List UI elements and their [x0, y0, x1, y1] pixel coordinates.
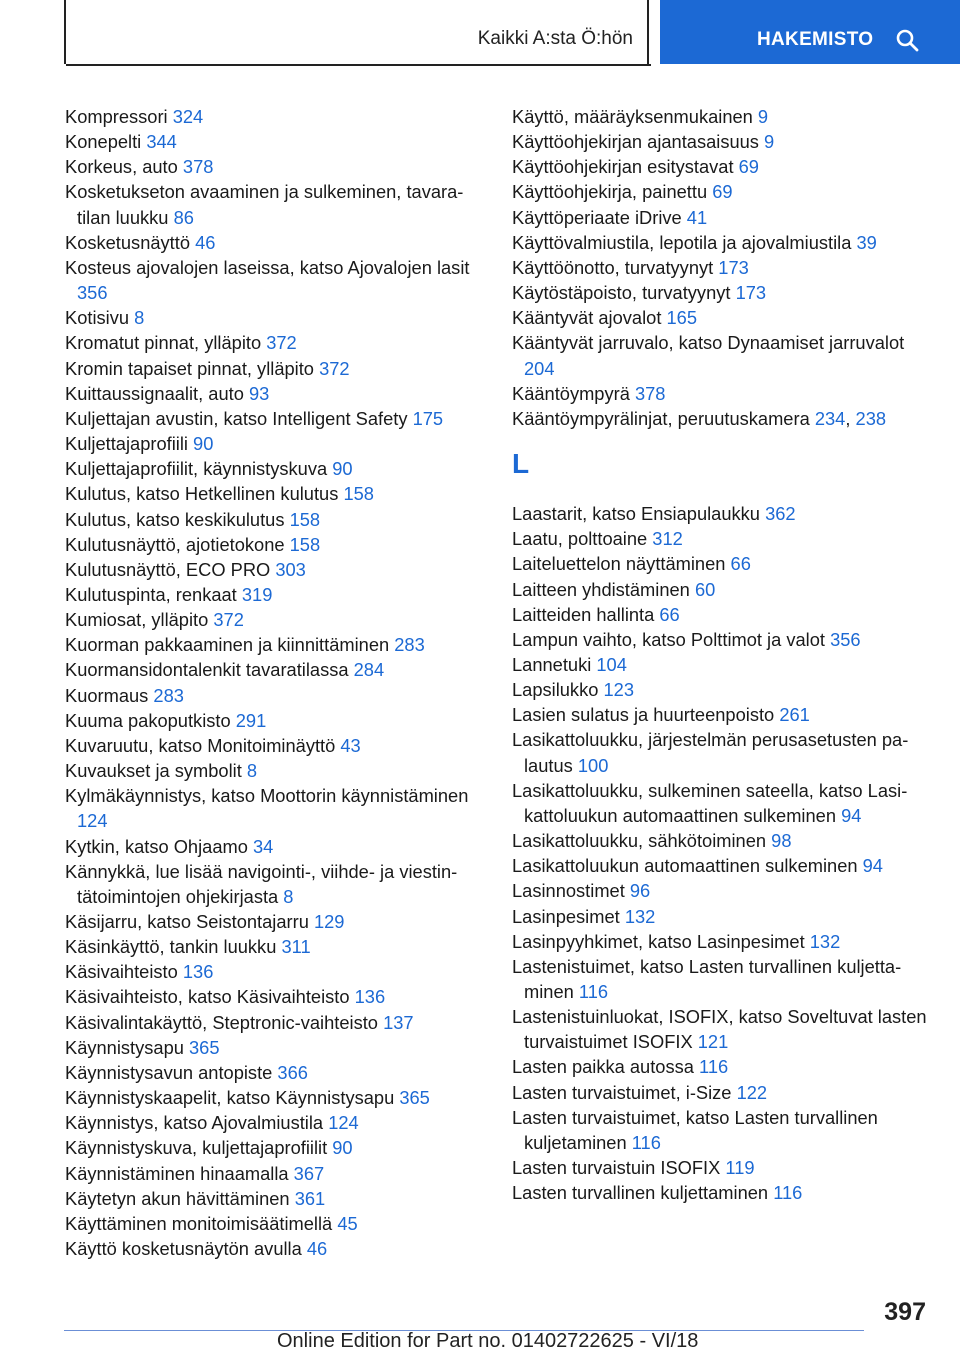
index-entry [512, 104, 932, 129]
page-link[interactable]: 90 [332, 1137, 353, 1159]
index-entry-text: Lannetuki [512, 653, 592, 675]
index-entry-text: Käynnistysapu [65, 1036, 184, 1058]
index-entry-text: Lasinpyyhkimet, katso Lasinpesimet [512, 930, 805, 952]
index-entry [65, 456, 485, 481]
page-link[interactable]: 261 [779, 704, 810, 726]
index-entry-text: Käynnistys, katso Ajovalmiustila [65, 1112, 324, 1134]
page-link[interactable]: 123 [603, 679, 634, 701]
page-link[interactable]: 8 [246, 760, 258, 782]
index-entry [512, 1180, 932, 1205]
index-entry-text: Käsijarru, katso Seistontajarru [65, 911, 309, 932]
footer-text: Online Edition for Part no. 01402722625 - VI/18 [277, 1330, 699, 1352]
index-entry [65, 607, 485, 632]
index-entry-text: Käyttöohjekirjan ajantasaisuus [512, 131, 759, 153]
page-link[interactable]: 94 [841, 804, 862, 826]
index-entry [65, 934, 485, 959]
index-entry [65, 758, 485, 783]
index-entry [65, 381, 485, 406]
index-entry-text: Käsivaihteisto [65, 961, 178, 983]
index-entry [65, 708, 485, 733]
index-entry [65, 1236, 485, 1261]
index-entry [512, 954, 932, 1004]
index-button-label: HAKEMISTO [757, 29, 874, 50]
index-entry-text: Lasien sulatus ja huurteenpoisto [512, 704, 775, 726]
index-entry [65, 683, 485, 708]
page-link[interactable]: 204 [524, 357, 555, 379]
index-entry-text: Kulutusnäyttö, ECO PRO [65, 558, 271, 580]
page-link[interactable]: 121 [697, 1031, 729, 1053]
page-link[interactable]: 283 [394, 634, 425, 656]
page-link[interactable]: 366 [277, 1061, 308, 1083]
index-entry [65, 557, 485, 582]
index-entry-text: Lastenistuinluokat, ISOFIX, katso Soveltuvat lasten turvaistuimet ISOFIX [512, 1006, 927, 1053]
index-entry [65, 356, 485, 381]
page-link[interactable]: 66 [730, 553, 751, 575]
index-entry-text: Lasten paikka autossa [512, 1056, 694, 1078]
page-link[interactable]: 173 [718, 256, 749, 278]
page-link[interactable]: 238 [855, 407, 887, 429]
index-list-k [512, 104, 932, 431]
index-entry [512, 702, 932, 727]
index-entry-text: Lasten turvaistuimet, katso Lasten turvallinen kuljetaminen [512, 1106, 878, 1153]
index-entry [65, 255, 485, 305]
page-link[interactable]: 311 [281, 936, 311, 958]
index-entry-text: Kuormaus [65, 684, 149, 706]
index-entry-text: Laitteiden hallinta [512, 603, 655, 625]
index-entry [512, 1054, 932, 1079]
index-entry-text: Käynnistysavun antopiste [65, 1061, 273, 1083]
index-entry-text: Kylmäkäynnistys, katso Moottorin käynnistäminen [65, 785, 469, 807]
index-entry [512, 305, 932, 330]
index-entry-text: Kuormansidontalenkit tavaratilassa [65, 659, 349, 681]
index-entry [512, 129, 932, 154]
index-entry [65, 406, 485, 431]
search-icon [895, 28, 919, 52]
index-entry [65, 104, 485, 129]
index-entry: Kääntöympyrälinjat, peruutuskamera 234, 238 [512, 407, 887, 429]
index-entry-text: Käyttöohjekirjan esitystavat [512, 156, 734, 178]
index-entry-text: Käytetyn akun hävittäminen [65, 1187, 290, 1209]
index-entry-text: Käynnistyskaapelit, katso Käynnistysapu [65, 1087, 395, 1109]
index-entry [65, 783, 485, 833]
page-link[interactable]: 303 [275, 558, 306, 580]
page-link[interactable]: 344 [146, 131, 177, 153]
index-entry-text: Käynnistyskuva, kuljettajaprofiilit [65, 1137, 328, 1159]
page-link[interactable]: 116 [699, 1056, 729, 1078]
index-entry-text: Lasinnostimet [512, 880, 625, 902]
index-entry [512, 577, 932, 602]
page-link[interactable]: 132 [624, 905, 656, 927]
index-entry-text: Käsivaihteisto, katso Käsivaihteisto [65, 986, 350, 1008]
index-entry-text: Käsivalintakäyttö, Steptronic-vaihteisto [65, 1011, 378, 1033]
index-entry-text: Käytöstäpoisto, turvatyynyt [512, 282, 731, 304]
page-link[interactable]: 122 [736, 1081, 768, 1103]
index-entry-text: Lapsilukko [512, 679, 599, 701]
index-entry [65, 984, 485, 1009]
index-entry-text: Kääntyvät ajovalot [512, 307, 662, 329]
page-link[interactable]: 104 [596, 653, 627, 675]
page-link[interactable]: 234 [814, 407, 846, 429]
page-link[interactable]: 319 [241, 583, 273, 605]
page-link[interactable]: 132 [809, 930, 841, 952]
index-entry [512, 205, 932, 230]
index-entry-text: Lasten turvaistuimet, i-Size [512, 1081, 732, 1103]
index-entry-text: Kromatut pinnat, ylläpito [65, 332, 262, 354]
index-entry [65, 1135, 485, 1160]
index-entry-text: Kromin tapaiset pinnat, ylläpito [65, 357, 314, 379]
index-entry-text: Kosteus ajovalojen laseissa, katso Ajovalojen lasit [65, 256, 470, 278]
index-entry-text: Käyttöperiaate iDrive [512, 206, 682, 228]
page-link[interactable]: 8 [134, 307, 145, 329]
index-entry [512, 381, 932, 406]
page-link[interactable]: 356 [77, 282, 108, 304]
index-entry [512, 828, 932, 853]
page-link[interactable]: 158 [289, 533, 321, 555]
index-entry [512, 929, 932, 954]
page-link[interactable]: 98 [771, 830, 792, 852]
index-entry-text: Käyttöönotto, turvatyynyt [512, 256, 714, 278]
index-entry-text: Lasikattoluukun automaattinen sulkeminen [512, 855, 858, 877]
page-link[interactable]: 69 [712, 181, 733, 203]
page-link[interactable]: 96 [629, 880, 651, 902]
index-entry-text: Lastenistuimet, katso Lasten turvallinen kuljettaminen [512, 955, 902, 1002]
page-link[interactable]: 372 [213, 609, 244, 631]
page-link[interactable]: 124 [77, 810, 108, 832]
index-entry [512, 526, 932, 551]
page-link[interactable]: 116 [578, 981, 609, 1002]
index-entry-text: Käyttäminen monitoimisäätimellä [65, 1212, 333, 1234]
index-entry-text: Käyttö kosketusnäytön avulla [65, 1238, 302, 1260]
index-entry [65, 1060, 485, 1085]
page-link[interactable]: 46 [306, 1238, 328, 1260]
page-link[interactable]: 367 [293, 1162, 325, 1184]
index-entry-text: Konepelti [65, 131, 142, 153]
index-entry [65, 129, 485, 154]
index-entry-text: Kääntyvät jarruvalo, katso Dynaamiset jarruvalot [512, 332, 905, 354]
index-entry [65, 330, 485, 355]
index-entry [65, 1211, 485, 1236]
page-link[interactable]: 291 [235, 709, 267, 731]
page-link[interactable]: 86 [173, 206, 194, 228]
index-entry [512, 1004, 932, 1054]
index-entry [65, 909, 485, 934]
index-entry [512, 1105, 932, 1155]
page-link[interactable]: 66 [659, 603, 680, 625]
page-link[interactable]: 69 [738, 156, 759, 178]
index-column-left [65, 104, 485, 1261]
page-link[interactable]: 378 [634, 382, 666, 404]
index-entry [65, 230, 485, 255]
index-entry-text: Kosketukseton avaaminen ja sulkeminen, tavaratilan luukku [65, 181, 464, 228]
index-entry-text: Käyttöohjekirja, painettu [512, 181, 708, 203]
index-entry-text: Kuljettajaprofiilit, käynnistyskuva [65, 458, 328, 480]
page-link[interactable]: 116 [631, 1131, 661, 1153]
page-link[interactable]: 362 [765, 503, 796, 525]
index-entry-text: Kuvaukset ja symbolit [65, 760, 242, 782]
index-entry [512, 853, 932, 878]
page-link[interactable]: 372 [266, 332, 297, 354]
page-link[interactable]: 165 [666, 307, 698, 329]
page-link[interactable]: 361 [294, 1187, 326, 1209]
index-entry-text: Kosketusnäyttö [65, 231, 190, 253]
page-link[interactable]: 136 [354, 986, 386, 1008]
index-entry-text: Kumiosat, ylläpito [65, 609, 209, 631]
index-entry [512, 677, 932, 702]
page-link[interactable]: 41 [686, 206, 708, 228]
page-link[interactable]: 283 [153, 684, 184, 706]
page-link[interactable]: 90 [193, 433, 214, 455]
page-number: 397 [884, 1298, 926, 1326]
index-entry [512, 255, 932, 280]
page-link[interactable]: 136 [182, 961, 214, 983]
index-entry [65, 834, 485, 859]
index-entry [512, 602, 932, 627]
index-entry [512, 179, 932, 204]
page-link[interactable]: 124 [328, 1112, 359, 1134]
page-link[interactable]: 90 [332, 458, 353, 480]
index-entry [512, 280, 932, 305]
index-entry [65, 507, 485, 532]
index-entry [512, 330, 932, 380]
index-entry-text: Kulutus, katso keskikulutus [65, 508, 285, 530]
index-entry [512, 904, 932, 929]
index-entry-text: Lasikattoluukku, järjestelmän perusasetusten palautus [512, 729, 909, 776]
header-divider [66, 64, 651, 66]
index-entry-text: Korkeus, auto [65, 156, 178, 178]
index-entry-text: Laitteen yhdistäminen [512, 578, 690, 600]
page-link[interactable]: 45 [337, 1212, 358, 1234]
index-entry-text: Laatu, polttoaine [512, 528, 648, 550]
index-entry [65, 431, 485, 456]
page-link[interactable]: 356 [830, 628, 861, 650]
index-entry [512, 551, 932, 576]
index-entry-text: Lasikattoluukku, sähkötoiminen [512, 830, 767, 852]
page-link[interactable]: 137 [383, 1011, 414, 1033]
index-entry-text: Lasikattoluukku, sulkeminen sateella, katso Lasikattoluukun automaattinen sulkeminen [512, 779, 908, 826]
index-entry [65, 1035, 485, 1060]
index-entry [65, 959, 485, 984]
index-entry [512, 727, 932, 777]
index-button[interactable] [660, 0, 960, 64]
index-entry-text: Kuuma pakoputkisto [65, 709, 231, 731]
index-entry [512, 154, 932, 179]
page-link[interactable]: 158 [343, 483, 374, 505]
index-list-l [512, 501, 932, 1205]
index-entry [65, 733, 485, 758]
index-entry [65, 632, 485, 657]
page-link[interactable]: 173 [735, 282, 767, 304]
page-link[interactable]: 9 [757, 106, 769, 127]
page-link[interactable]: 372 [319, 357, 350, 379]
index-entry-text: Kulutus, katso Hetkellinen kulutus [65, 483, 339, 505]
index-entry [512, 652, 932, 677]
index-entry [65, 1161, 485, 1186]
index-entry-text: Lasinpesimet [512, 905, 620, 927]
page-link[interactable]: 100 [577, 754, 609, 776]
page-link[interactable]: 365 [189, 1036, 220, 1058]
index-entry [65, 1186, 485, 1211]
page-link[interactable]: 39 [856, 231, 877, 253]
index-entry-text: Käynnistäminen hinaamalla [65, 1162, 289, 1184]
page-link[interactable]: 9 [764, 131, 775, 153]
index-entry [65, 1010, 485, 1035]
index-entry-text: Kulutuspinta, renkaat [65, 583, 237, 605]
index-entry [512, 778, 932, 828]
page-link[interactable]: 365 [399, 1087, 430, 1109]
page-link[interactable]: 284 [353, 659, 385, 681]
index-entry [512, 1155, 932, 1180]
index-entry-text: Käyttö, määräyksenmukainen [512, 106, 753, 127]
page-link[interactable]: 378 [182, 156, 214, 178]
tab-all-a-z-label: Kaikki A:sta Ö:hön [477, 28, 633, 49]
index-entry-text: Laastarit, katso Ensiapulaukku [512, 503, 760, 525]
page-link[interactable]: 46 [195, 231, 216, 253]
index-entry [65, 481, 485, 506]
page-link[interactable]: 34 [253, 835, 274, 857]
index-entry-text: Laiteluettelon näyttäminen [512, 553, 726, 575]
index-entry [512, 501, 932, 526]
index-column-right [512, 104, 932, 1205]
index-entry [65, 1085, 485, 1110]
tab-all-a-z[interactable] [64, 0, 649, 64]
index-entry [65, 179, 485, 229]
index-entry-text: Kääntöympyrä [512, 382, 630, 404]
page-link[interactable]: 312 [652, 528, 683, 550]
index-entry [65, 582, 485, 607]
index-entry-text: Lasten turvaistuin ISOFIX [512, 1157, 721, 1179]
index-entry-text: Lampun vaihto, katso Polttimot ja valot [512, 628, 825, 650]
index-entry-text: Kuorman pakkaaminen ja kiinnittäminen [65, 634, 390, 656]
page-link[interactable]: 116 [773, 1182, 803, 1204]
page-link[interactable]: 43 [340, 734, 361, 756]
page-link[interactable]: 324 [172, 106, 204, 127]
section-letter: L [512, 448, 530, 480]
page-link[interactable]: 93 [248, 382, 270, 404]
index-entry [65, 1110, 485, 1135]
index-entry-text: Kuvaruutu, katso Monitoiminäyttö [65, 734, 336, 756]
index-entry-text: Kuittaussignaalit, auto [65, 382, 244, 404]
page-link[interactable]: 60 [694, 578, 716, 600]
index-entry-text: Kulutusnäyttö, ajotietokone [65, 533, 285, 555]
page-link[interactable]: 94 [862, 855, 883, 877]
index-entry-text: Kännykkä, lue lisää navigointi-, viihde- ja viestintätoimintojen ohjekirjasta [65, 860, 458, 907]
index-entry [512, 627, 932, 652]
index-entry [512, 1080, 932, 1105]
index-entry-text: Kytkin, katso Ohjaamo [65, 835, 248, 857]
page-link[interactable]: 175 [412, 407, 444, 429]
page-link[interactable]: 8 [283, 885, 294, 907]
index-entry [65, 154, 485, 179]
index-entry-text: Kääntöympyrälinjat, peruutuskamera [512, 407, 810, 429]
index-entry-text: Käyttövalmiustila, lepotila ja ajovalmiustila [512, 231, 852, 253]
page-link[interactable]: 158 [289, 508, 321, 530]
index-entry [65, 859, 485, 909]
index-entry-text: Kuljettajaprofiili [65, 433, 188, 455]
index-entry [65, 657, 485, 682]
index-entry-text: Käsinkäyttö, tankin luukku [65, 936, 277, 958]
index-entry-text: Lasten turvallinen kuljettaminen [512, 1182, 769, 1204]
index-entry [512, 878, 932, 903]
index-entry-text: Kompressori [65, 106, 168, 127]
index-entry-text: Kuljettajan avustin, katso Intelligent Safety [65, 407, 408, 429]
page-link[interactable]: 119 [725, 1157, 755, 1179]
index-entry [65, 305, 485, 330]
index-entry [65, 532, 485, 557]
index-entry-text: Kotisivu [65, 307, 130, 329]
index-entry [512, 230, 932, 255]
page-link[interactable]: 129 [313, 911, 345, 932]
